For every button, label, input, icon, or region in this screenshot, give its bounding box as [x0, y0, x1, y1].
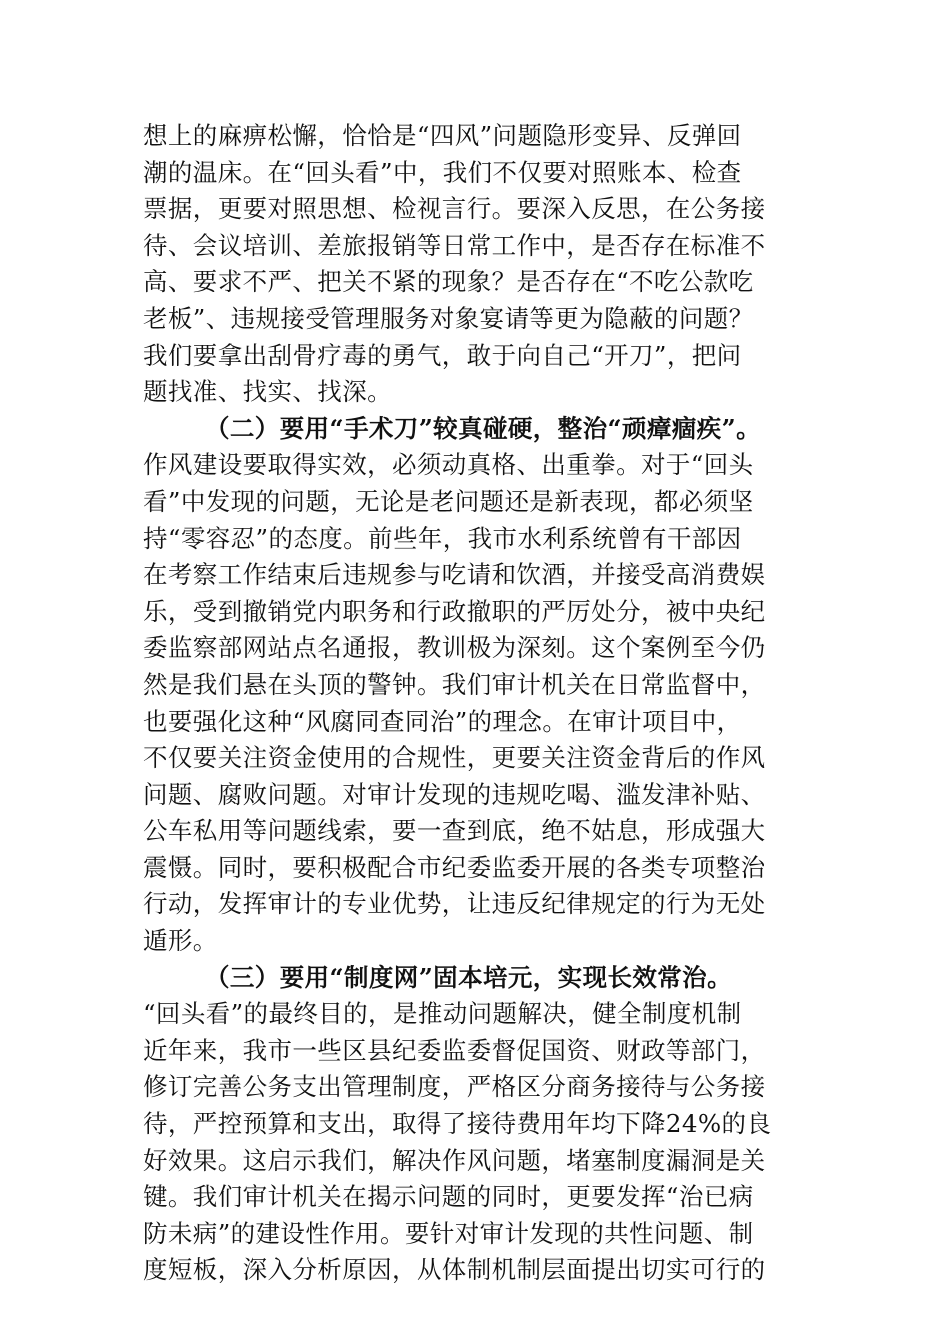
text-line: 题找准、找实、找深。 [143, 377, 392, 407]
text-line: 震慑。同时，要积极配合市纪委监委开展的各类专项整治 [143, 852, 766, 882]
text-line: 问题、腐败问题。对审计发现的违规吃喝、滥发津补贴、 [143, 779, 766, 809]
text-line: 想上的麻痹松懈，恰恰是“四风”问题隐形变异、反弹回 [143, 121, 742, 150]
text-line: 度短板，深入分析原因，从体制机制层面提出切实可行的 [143, 1255, 766, 1285]
text-line: 近年来，我市一些区县纪委监委督促国资、财政等部门， [143, 1035, 766, 1065]
text-line: 待，严控预算和支出，取得了接待费用年均下降24%的良 [143, 1109, 772, 1139]
text-line: 乐，受到撤销党内职务和行政撤职的严厉处分，被中央纪 [143, 596, 766, 626]
text-line: 持“零容忍”的态度。前些年，我市水利系统曾有干部因 [143, 523, 742, 553]
text-line: 然是我们悬在头顶的警钟。我们审计机关在日常监督中， [143, 669, 766, 699]
text-line: “回头看”的最终目的，是推动问题解决，健全制度机制 [143, 999, 742, 1029]
body-text [143, 118, 813, 1289]
section-heading-3: （三）要用“制度网”固本培元，实现长效常治。 [205, 962, 732, 992]
text-line: 也要强化这种“风腐同查同治”的理念。在审计项目中， [143, 706, 742, 736]
text-line: 好效果。这启示我们，解决作风问题，堵塞制度漏洞是关 [143, 1145, 766, 1175]
text-line: 修订完善公务支出管理制度，严格区分商务接待与公务接 [143, 1072, 766, 1102]
text-line: 高、要求不严、把关不紧的现象？是否存在“不吃公款吃 [143, 267, 754, 297]
section-heading-2: （二）要用“手术刀”较真碰硬，整治“顽瘴痼疾”。 [205, 413, 761, 443]
text-line: 票据，更要对照思想、检视言行。要深入反思，在公务接 [143, 194, 766, 224]
text-line: 行动，发挥审计的专业优势，让违反纪律规定的行为无处 [143, 889, 766, 919]
text-line: 不仅要关注资金使用的合规性，更要关注资金背后的作风 [143, 743, 766, 773]
text-line: 公车私用等问题线索，要一查到底，绝不姑息，形成强大 [143, 816, 766, 846]
text-line: 看”中发现的问题，无论是老问题还是新表现，都必须坚 [143, 486, 754, 516]
text-line: 待、会议培训、差旅报销等日常工作中，是否存在标准不 [143, 230, 766, 260]
text-line: 防未病”的建设性作用。要针对审计发现的共性问题、制 [143, 1218, 754, 1248]
text-line: 委监察部网站点名通报，教训极为深刻。这个案例至今仍 [143, 633, 766, 663]
text-line: 潮的温床。在“回头看”中，我们不仅要对照账本、检查 [143, 157, 742, 187]
text-line: 作风建设要取得实效，必须动真格、出重拳。对于“回头 [143, 450, 754, 480]
text-line: 在考察工作结束后违规参与吃请和饮酒，并接受高消费娱 [143, 560, 766, 590]
text-line: 遁形。 [143, 926, 218, 956]
text-line: 键。我们审计机关在揭示问题的同时，更要发挥“治已病 [143, 1182, 754, 1212]
text-line: 我们要拿出刮骨疗毒的勇气，敢于向自己“开刀”，把问 [143, 340, 742, 370]
text-line: 老板”、违规接受管理服务对象宴请等更为隐蔽的问题？ [143, 303, 754, 333]
